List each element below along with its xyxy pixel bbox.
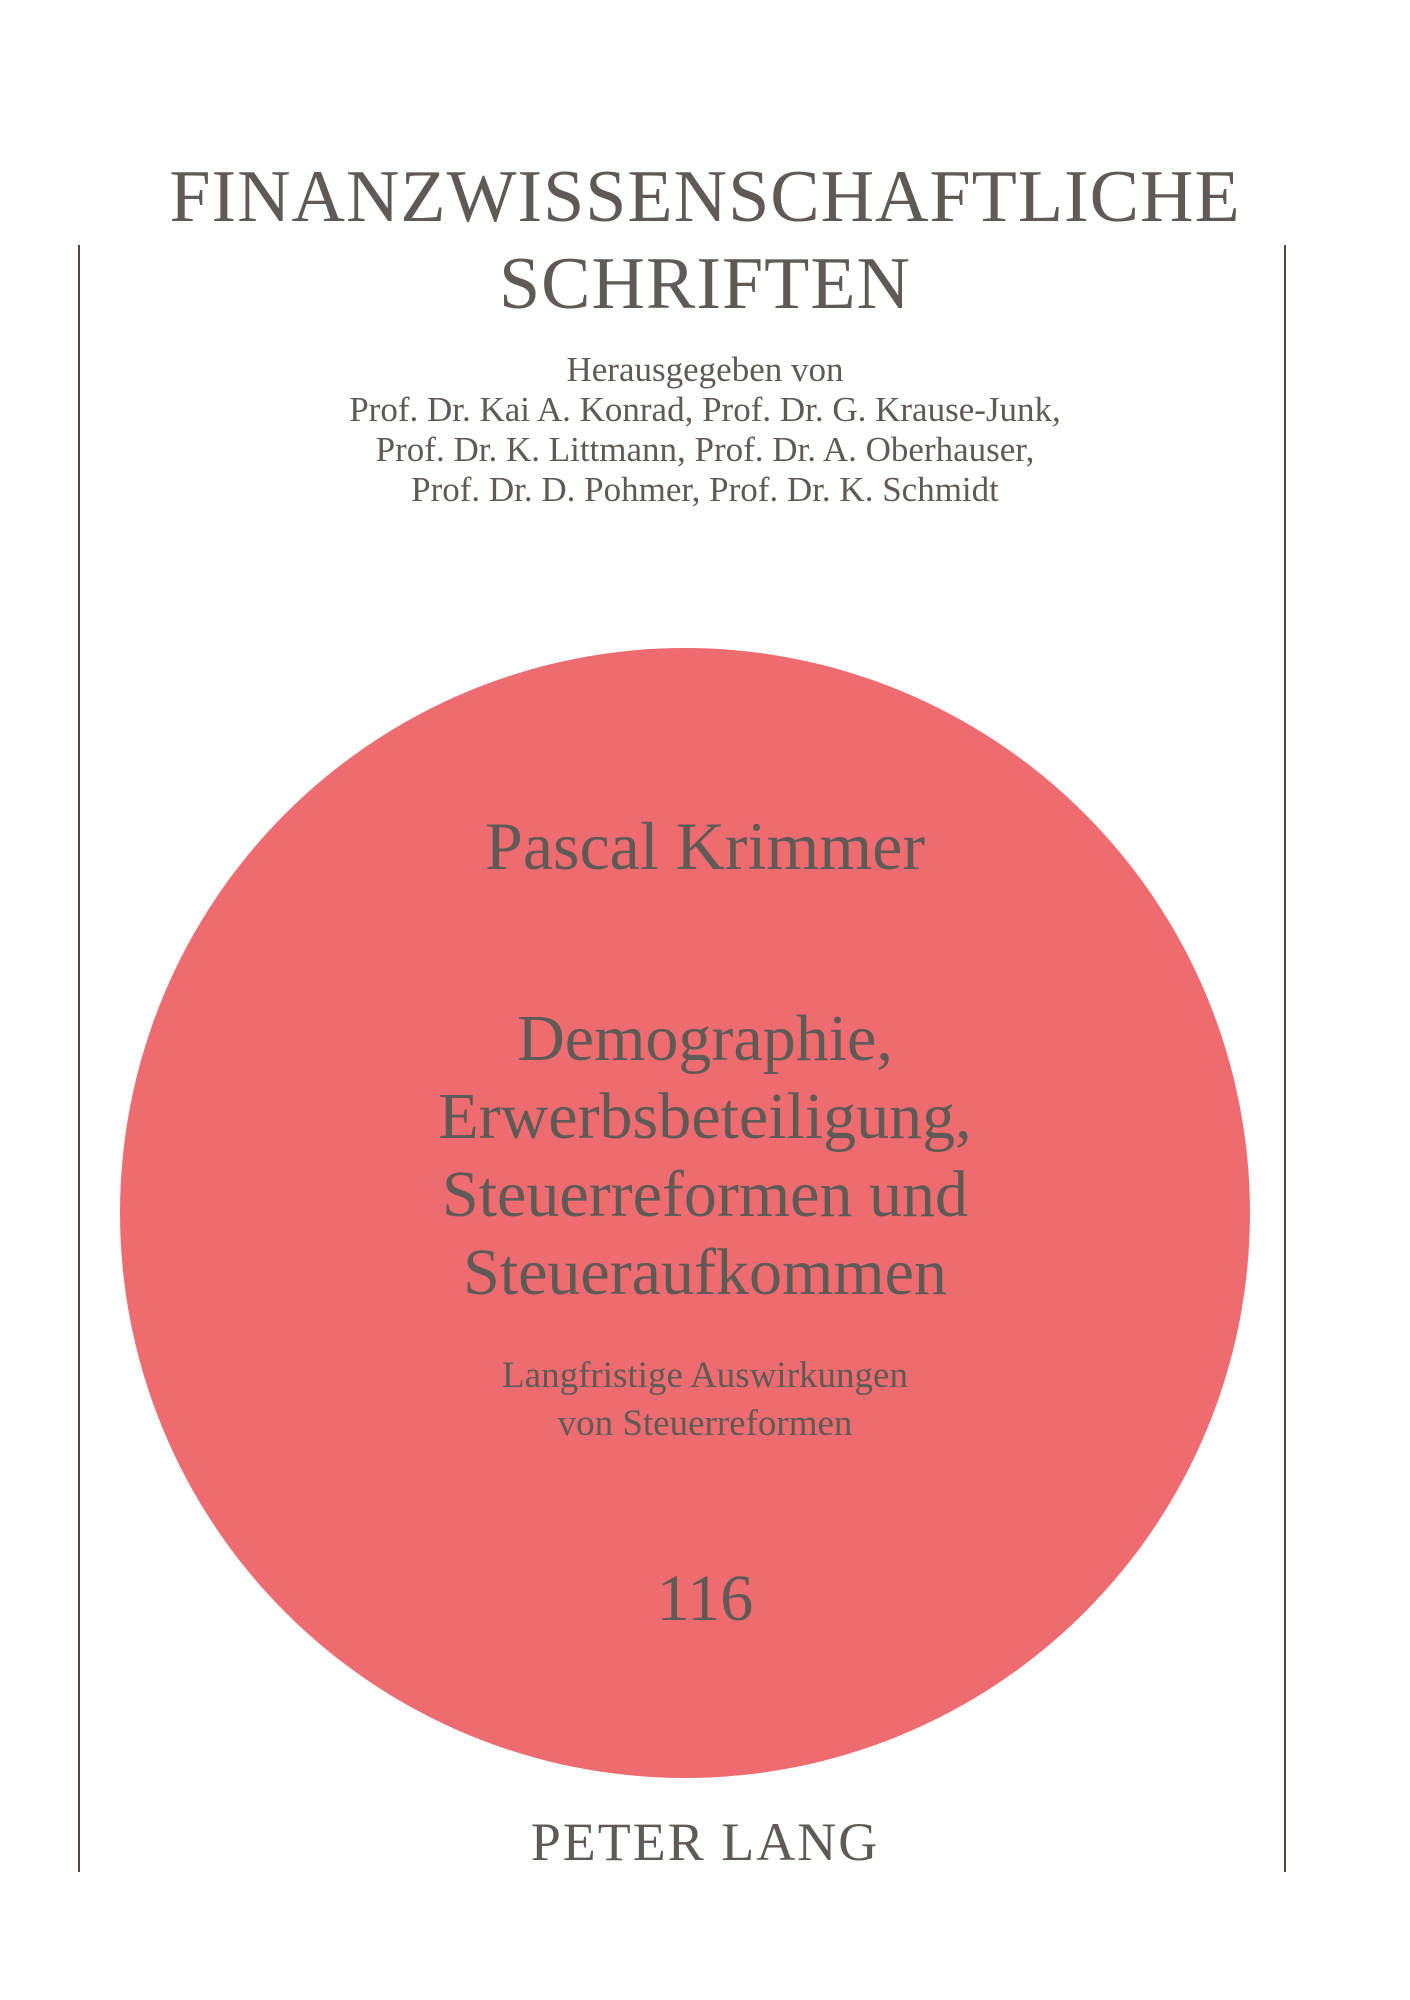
editors-line-2: Prof. Dr. K. Littmann, Prof. Dr. A. Oberhauser,: [375, 430, 1035, 469]
book-title-line-2: Erwerbsbeteiligung,: [438, 1080, 972, 1153]
editors-line-3: Prof. Dr. D. Pohmer, Prof. Dr. K. Schmidt: [411, 470, 999, 509]
book-title: [0, 1000, 1410, 1312]
editors-intro: Herausgegeben von: [566, 350, 844, 389]
publisher-name: PETER LANG: [530, 1812, 880, 1872]
subtitle-line-1: Langfristige Auswirkungen: [502, 1355, 908, 1396]
series-title: [0, 156, 1410, 325]
author-name: Pascal Krimmer: [485, 808, 925, 884]
editors-line-1: Prof. Dr. Kai A. Konrad, Prof. Dr. G. Krause-Junk,: [349, 390, 1061, 429]
volume-number: 116: [656, 1562, 754, 1635]
series-title-line-1: FINANZWISSENSCHAFTLICHE: [169, 156, 1241, 238]
book-title-line-4: Steueraufkommen: [463, 1236, 947, 1309]
book-title-line-1: Demographie,: [517, 1002, 893, 1075]
subtitle-line-2: von Steuerreformen: [557, 1403, 853, 1444]
series-title-line-2: SCHRIFTEN: [499, 243, 911, 325]
book-title-line-3: Steuerreformen und: [442, 1158, 968, 1231]
book-subtitle: [0, 1352, 1410, 1448]
series-editors: [0, 350, 1410, 510]
